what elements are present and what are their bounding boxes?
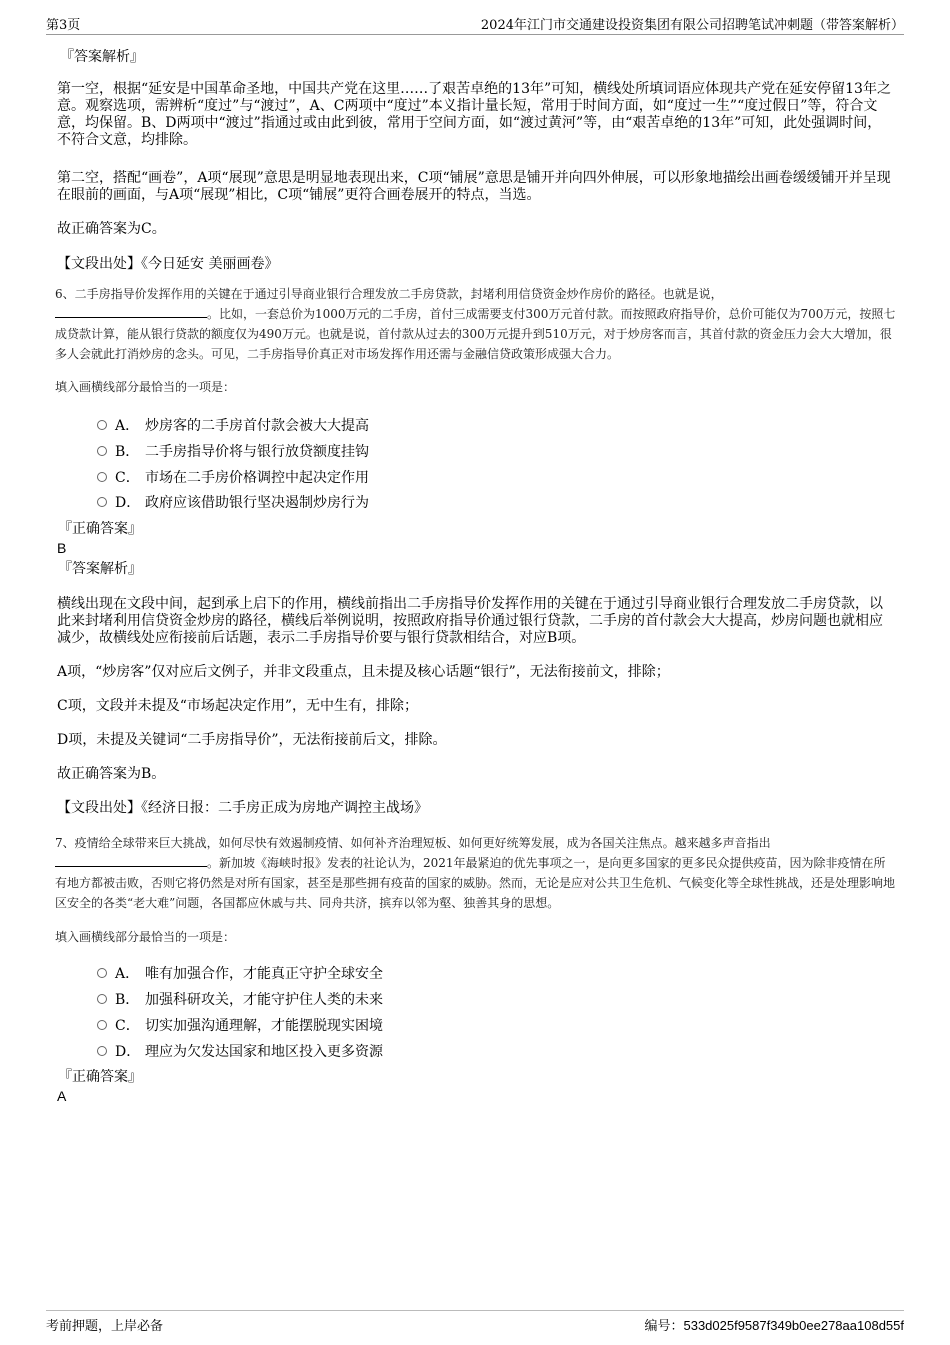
radio-icon[interactable] <box>97 994 107 1004</box>
q6-source: 【文段出处】《经济日报：二手房正成为房地产调控主战场》 <box>57 800 428 816</box>
q6-analysis-a: A项，“炒房客”仅对应后文例子，并非文段重点，且未提及核心话题“银行”，无法衔接前文，排除； <box>57 664 670 680</box>
q6-analysis-label: 『答案解析』 <box>58 561 142 577</box>
radio-icon[interactable] <box>97 1046 107 1056</box>
q7-prompt: 填入画横线部分最恰当的一项是： <box>55 930 236 944</box>
page-footer <box>46 1310 904 1337</box>
q7-stem-before: 7、疫情给全球带来巨大挑战，如何尽快有效遏制疫情、如何补齐治理短板、如何更好统筹发展，成为各国关注焦点。越来越多声音指出 <box>55 836 771 850</box>
footer-slogan: 考前押题，上岸必备 <box>46 1319 164 1334</box>
q5-analysis-label: 『答案解析』 <box>60 49 144 65</box>
document-title: 2024年江门市交通建设投资集团有限公司招聘笔试冲刺题（带答案解析） <box>480 18 904 33</box>
q6-blank <box>55 305 207 318</box>
q6-answer: B <box>57 540 67 556</box>
radio-icon[interactable] <box>97 1020 107 1030</box>
q7-stem-after: 。新加坡《海峡时报》发表的社论认为，2021年最紧迫的优先事项之一，是向更多国家的更多民众提供疫苗，因为除非疫情在所有地方都被击败，否则它将仍然是对所有国家，甚至是那些拥有疫苗的国家的威胁。然而，无论是应对公共卫生危机、气候变化等全球性挑战，还是处理影响地区安全的各类“老大难”问题，各国都应休戚与共、同舟共济，摈弃以邻为壑、独善其身的思想。 <box>55 856 896 910</box>
page-number: 第3页 <box>46 18 81 33</box>
q6-analysis-d: D项，未提及关键词“二手房指导价”，无法衔接前后文，排除。 <box>57 732 447 748</box>
q6-answer-label: 『正确答案』 <box>58 521 142 537</box>
radio-icon[interactable] <box>97 420 107 430</box>
q6-stem-before: 6、二手房指导价发挥作用的关键在于通过引导商业银行合理发放二手房贷款，封堵利用信贷资金炒作房价的路径。也就是说， <box>55 287 723 301</box>
q7-answer: A <box>57 1088 67 1104</box>
radio-icon[interactable] <box>97 446 107 456</box>
q7-answer-label: 『正确答案』 <box>58 1069 142 1085</box>
q6-analysis-c: C项，文段并未提及“市场起决定作用”，无中生有，排除； <box>57 698 419 714</box>
radio-icon[interactable] <box>97 472 107 482</box>
page-header <box>46 14 904 35</box>
q6-stem-after: 。比如，一套总价为1000万元的二手房，首付三成需要支付300万元首付款。而按照政府指导价，总价可能仅为700万元，按照七成贷款计算，能从银行贷款的额度仅为490万元。也就是说，首付款从过去的300万元提升到510万元，对于炒房客而言，其首付款的资金压力会大大增加，很多人会就此打消炒房的念头。可见，二手房指导价真正对市场发挥作用还需与金融信贷政策形成强大合力。 <box>55 307 896 361</box>
q6-stem <box>55 284 897 364</box>
q5-source: 【文段出处】《今日延安 美丽画卷》 <box>57 256 279 272</box>
q5-analysis-para2: 第二空，搭配“画卷”，A项“展现”意思是明显地表现出来，C项“铺展”意思是铺开并向四外伸展，可以形象地描绘出画卷缓缓铺开并呈现在眼前的画面，与A项“展现”相比，C项“铺展”更符合画卷展开的特点，当选。 <box>57 170 891 203</box>
q5-conclusion: 故正确答案为C。 <box>57 221 166 237</box>
radio-icon[interactable] <box>97 497 107 507</box>
q6-analysis-para1: 横线出现在文段中间，起到承上启下的作用，横线前指出二手房指导价发挥作用的关键在于通过引导商业银行合理发放二手房贷款，以此来封堵利用信贷资金炒房的路径，横线后举例说明，按照政府指导价通过银行贷款，二手房的首付款会大大提高，炒房问题也就相应减少，故横线处应衔接前后话题，表示二手房指导价要与银行贷款相结合，对应B项。 <box>57 596 883 646</box>
q7-stem <box>55 833 897 913</box>
document-code: 编号：533d025f9587f349b0ee278aa108d55f <box>644 1318 904 1333</box>
q6-prompt: 填入画横线部分最恰当的一项是： <box>55 380 236 394</box>
q7-blank <box>55 854 207 867</box>
q6-conclusion: 故正确答案为B。 <box>57 766 166 782</box>
radio-icon[interactable] <box>97 968 107 978</box>
q5-analysis-para1: 第一空，根据“延安是中国革命圣地，中国共产党在这里……了艰苦卓绝的13年”可知，横线处所填词语应体现共产党在延安停留13年之意。观察选项，需辨析“度过”与“渡过”，A、C两项中“度过”本义指计量长短，常用于时间方面，如“度过一生”“度过假日”等，符合文意，均保留。B、D两项中“渡过”指通过或由此到彼，常用于空间方面，如“渡过黄河”等，由“艰苦卓绝的13年”可知，此处强调时间，不符合文意，均排除。 <box>57 81 891 148</box>
